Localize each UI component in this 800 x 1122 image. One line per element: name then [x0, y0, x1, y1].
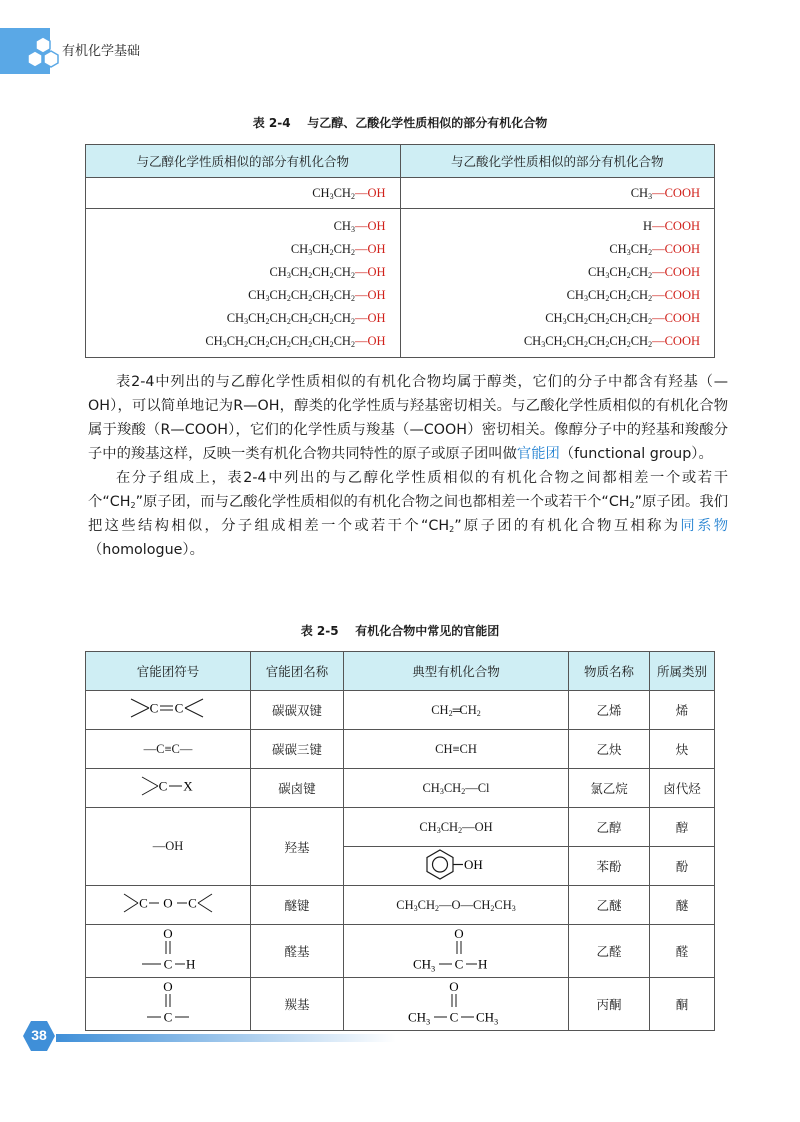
- caption-title: 有机化合物中常见的官能团: [355, 624, 500, 638]
- table-2-4: [85, 144, 715, 358]
- category: 醛: [650, 925, 715, 978]
- carbon-halogen-symbol: [138, 773, 198, 799]
- term-homologue: 同系物: [680, 518, 729, 534]
- svg-text:C: C: [188, 895, 197, 911]
- table-row: [86, 769, 715, 808]
- category: 酚: [650, 847, 715, 886]
- table-header: 官能团符号: [86, 652, 251, 691]
- symbol-cell: —OH: [86, 808, 251, 886]
- svg-text:C: C: [139, 895, 148, 911]
- svg-text:O: O: [163, 895, 173, 911]
- hexagon-logo-icon: [22, 34, 64, 76]
- substance-name: 乙烯: [569, 691, 650, 730]
- caption-number: 表 2-4: [252, 116, 291, 130]
- category: 醇: [650, 808, 715, 847]
- paragraph-text: ”原子团的有机化合物互相称为: [454, 518, 681, 534]
- alcohol-cell: $CH_3—OH$: [86, 209, 401, 239]
- compound-cell: $CH_3CH_2—Cl$: [344, 769, 569, 808]
- table-header-acids: 与乙酸化学性质相似的部分有机化合物: [400, 145, 715, 178]
- group-name: 醚键: [251, 886, 344, 925]
- acid-cell: $CH_3CH_2CH_2—COOH$: [400, 261, 715, 284]
- svg-text:C: C: [163, 956, 173, 972]
- paragraph-text: 表2-4中列出的与乙醇化学性质相似的有机化合物均属于醇类，它们的分子中都含有羟基（—OH），可以简单地记为R—OH，醇类的化学性质与羟基密切相关。与乙酸化学性质相似的有机化合物属于羧酸（R—COOH），它们的化学性质与羧基（—COOH）密切相关。像醇分子中的羟基和羧酸分子中的羧基这样，反映一类有机化合物共同特性的原子或原子团叫做: [88, 374, 728, 462]
- table-row: [86, 284, 715, 307]
- term-functional-group: 官能团: [516, 446, 560, 462]
- symbol-cell: [86, 691, 251, 730]
- caption-title: 与乙醇、乙酸化学性质相似的部分有机化合物: [307, 116, 548, 130]
- svg-text:O: O: [449, 979, 459, 994]
- alcohol-cell: $CH_3CH_2CH_2CH_2CH_2—OH$: [86, 284, 401, 307]
- aldehyde-group-symbol: [138, 926, 198, 972]
- table-row: [86, 209, 715, 239]
- svg-text:O: O: [454, 926, 464, 941]
- ethanol-cell: [86, 178, 401, 209]
- acetone-structure: [406, 979, 506, 1025]
- compound-cell: [344, 847, 569, 886]
- symbol-cell: —C≡C—: [86, 730, 251, 769]
- double-bond-symbol: [127, 695, 209, 721]
- paragraph-functional-group: [88, 370, 728, 466]
- table-row: [86, 330, 715, 358]
- acid-cell: $CH_3CH_2CH_2CH_2CH_2CH_2—COOH$: [400, 330, 715, 358]
- paragraph-text: （homologue）。: [88, 542, 204, 558]
- substance-name: 苯酚: [569, 847, 650, 886]
- svg-text:C: C: [149, 700, 159, 716]
- acid-cell: H—COOH: [400, 209, 715, 239]
- svg-text:C: C: [454, 956, 464, 972]
- table-row: [86, 808, 715, 847]
- page-number: 38: [31, 1027, 47, 1043]
- alcohol-cell: $CH_3CH_2CH_2CH_2CH_2CH_2CH_2—OH$: [86, 330, 401, 358]
- substance-name: 乙醇: [569, 808, 650, 847]
- svg-text:H: H: [186, 956, 196, 972]
- caption-number: 表 2-5: [300, 624, 339, 638]
- compound-cell: $CH_3CH_2—OH$: [344, 808, 569, 847]
- substance-name: 乙醛: [569, 925, 650, 978]
- svg-text:CH3: $CH_3$: [476, 1009, 499, 1025]
- category: 炔: [650, 730, 715, 769]
- substance-name: 丙酮: [569, 978, 650, 1031]
- symbol-cell: [86, 925, 251, 978]
- svg-text:C: C: [163, 1009, 173, 1025]
- table-row: [86, 691, 715, 730]
- table-row: [86, 925, 715, 978]
- table-row: [86, 730, 715, 769]
- table-row: [86, 307, 715, 330]
- table-header-alcohols: 与乙醇化学性质相似的部分有机化合物: [86, 145, 401, 178]
- chapter-title: 有机化学基础: [62, 44, 141, 59]
- table-row: [86, 178, 715, 209]
- substance-name: 乙炔: [569, 730, 650, 769]
- formula: $CH_3CH_2—OH$: [312, 185, 386, 201]
- svg-text:H: H: [478, 956, 488, 972]
- category: 烯: [650, 691, 715, 730]
- paragraph-text: （functional group）。: [559, 446, 713, 462]
- table-header: 官能团名称: [251, 652, 344, 691]
- body-text: [88, 370, 728, 562]
- paragraph-text: 在分子组成上，表2-4中列出的与乙醇化学性质相似的有机化合物之间都相差一个或若干个“CH: [88, 470, 728, 510]
- alcohol-cell: $CH_3CH_2CH_2CH_2—OH$: [86, 261, 401, 284]
- svg-text:C: C: [174, 700, 184, 716]
- symbol-cell: [86, 978, 251, 1031]
- substance-name: 乙醚: [569, 886, 650, 925]
- svg-text:C: C: [449, 1009, 459, 1025]
- phenol-structure: [416, 848, 496, 880]
- paragraph-text: ”原子团。我们把这些结构相似，分子组成相差一个或若干个“CH: [88, 494, 728, 534]
- group-name: 羰基: [251, 978, 344, 1031]
- paragraph-homologue: [88, 466, 728, 562]
- svg-text:CH3: $CH_3$: [408, 1009, 431, 1025]
- table-2-4-caption: [0, 114, 800, 131]
- svg-text:O: O: [163, 979, 173, 994]
- table-2-5-caption: [0, 622, 800, 639]
- subscript: 2: [629, 501, 635, 510]
- table-row: [86, 261, 715, 284]
- svg-text:C: C: [158, 778, 168, 794]
- paragraph-text: ”原子团，而与乙酸化学性质相似的有机化合物之间也都相差一个或若干个“CH: [135, 494, 630, 510]
- substance-name: 氯乙烷: [569, 769, 650, 808]
- table-2-5: [85, 651, 715, 1031]
- table-header: 所属类别: [650, 652, 715, 691]
- compound-cell: [344, 925, 569, 978]
- table-row: [86, 886, 715, 925]
- acid-cell: $CH_3CH_2CH_2CH_2CH_2—COOH$: [400, 307, 715, 330]
- compound-cell: [344, 978, 569, 1031]
- group-name: 碳卤键: [251, 769, 344, 808]
- svg-text:X: X: [183, 778, 193, 794]
- footer-line: [56, 1034, 396, 1042]
- acetic-acid-cell: $CH_3—COOH$: [400, 178, 715, 209]
- group-name: 碳碳双键: [251, 691, 344, 730]
- compound-cell: $CH_3CH_2—O—CH_2CH_3$: [344, 886, 569, 925]
- ether-bond-symbol: [120, 890, 216, 916]
- svg-text:CH3: $CH_3$: [413, 956, 436, 972]
- alcohol-cell: $CH_3CH_2CH_2CH_2CH_2CH_2—OH$: [86, 307, 401, 330]
- category: 酮: [650, 978, 715, 1031]
- compound-cell: $CH_2═CH_2$: [344, 691, 569, 730]
- symbol-cell: [86, 769, 251, 808]
- table-row: [86, 978, 715, 1031]
- table-header: 物质名称: [569, 652, 650, 691]
- svg-text:OH: OH: [464, 857, 483, 872]
- table-header: 典型有机化合物: [344, 652, 569, 691]
- group-name: 碳碳三键: [251, 730, 344, 769]
- acetaldehyde-structure: [411, 926, 501, 972]
- compound-cell: CH≡CH: [344, 730, 569, 769]
- group-name: 羟基: [251, 808, 344, 886]
- table-row: [86, 238, 715, 261]
- category: 卤代烃: [650, 769, 715, 808]
- category: 醚: [650, 886, 715, 925]
- svg-text:O: O: [163, 926, 173, 941]
- symbol-cell: [86, 886, 251, 925]
- carbonyl-group-symbol: [143, 979, 193, 1025]
- alcohol-cell: $CH_3CH_2CH_2—OH$: [86, 238, 401, 261]
- acid-cell: $CH_3CH_2CH_2CH_2—COOH$: [400, 284, 715, 307]
- acid-cell: $CH_3CH_2—COOH$: [400, 238, 715, 261]
- group-name: 醛基: [251, 925, 344, 978]
- subscript: 2: [130, 501, 136, 510]
- subscript: 2: [449, 525, 455, 534]
